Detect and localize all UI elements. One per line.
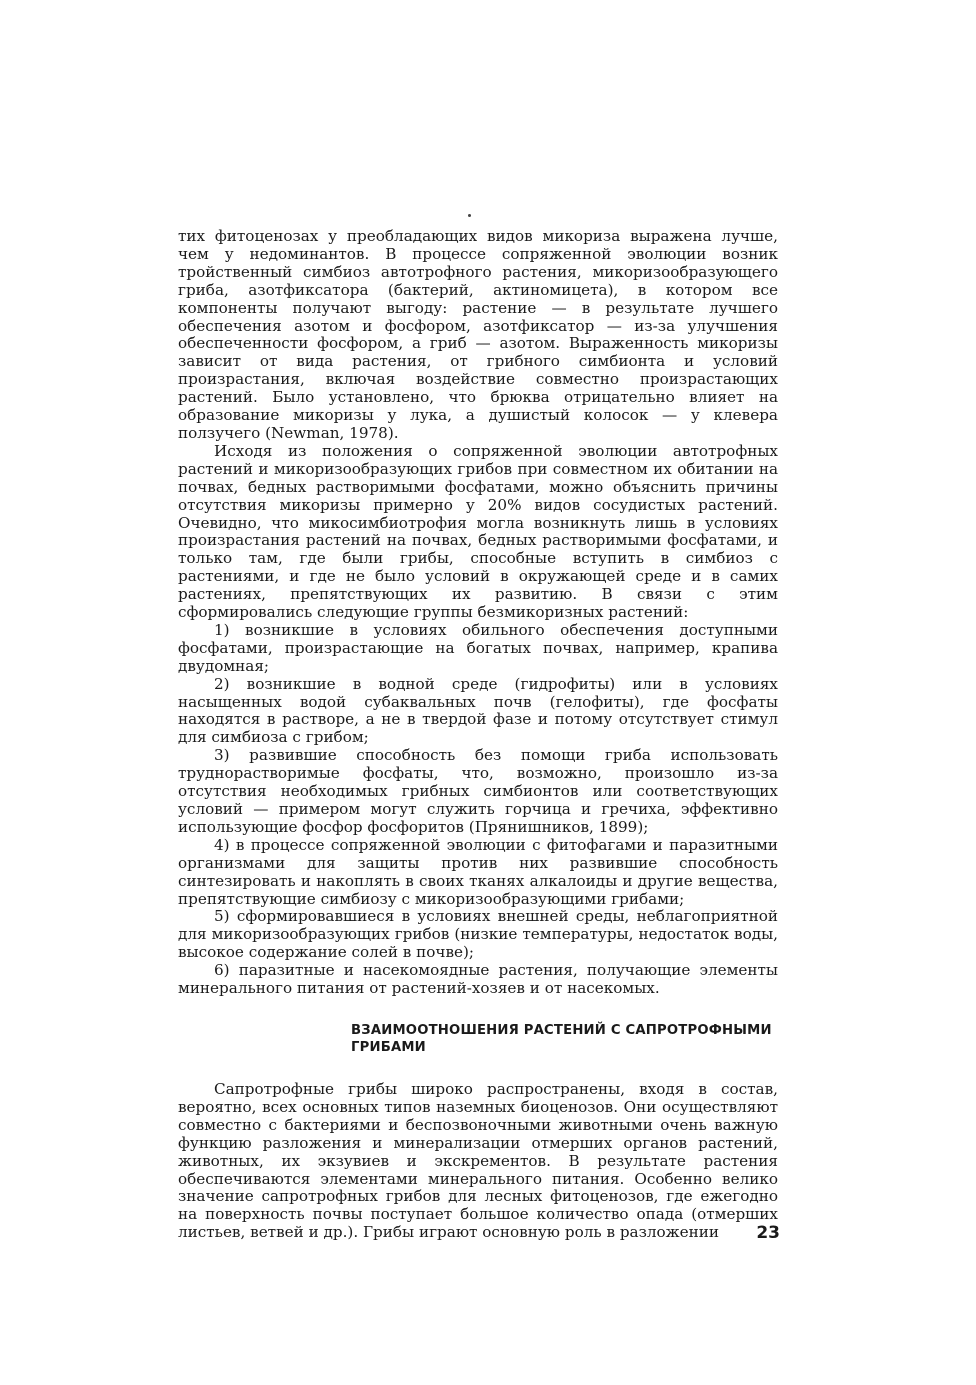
list-item: 5) сформировавшиеся в условиях внешней среды, неблагоприятной для микоризообразующих грибов (низкие температуры, недостаток воды, высокое содержание солей в почве); (178, 907, 778, 962)
list-item: 2) возникшие в водной среде (гидрофиты) или в условиях насыщенных водой субаквальных почв (гелофиты), где фосфаты находятся в растворе, а не в твердой фазе и потому отсутствует стимул для симбиоза с грибом; (178, 674, 778, 747)
section-body (178, 1081, 778, 1242)
paragraph-evolution: Исходя из положения о сопряженной эволюции автотрофных растений и микоризообразующих грибов при совместном их обитании на почвах, бедных растворимыми фосфатами, можно объяснить причины отсутствия микоризы примерно у 20% видов сосудистых растений. Очевидно, что микосимбиотрофия могла возникнуть лишь в условиях произрастания растений на почвах, бедных растворимыми фосфатами, и только там, где были грибы, способные вступить в симбиоз с растениями, и где не было условий в окружающей среде и в самих растениях, препятствующих их развитию. В связи с этим сформировались следующие группы безмикоризных растений: (178, 441, 778, 622)
paragraph-saprotrophs: Сапротрофные грибы широко распространены, входя в состав, вероятно, всех основных типов наземных биоценозов. Они осуществляют совместно с бактериями и беспозвоночными животными очень важную функцию разложения и минерализации отмерших органов растений, животных, их экзувиев и экскрементов. В результате растения обеспечиваются элементами минерального питания. Особенно велико значение сапротрофных грибов для лесных фитоценозов, где ежегодно на поверхность почвы поступает большое количество опада (отмерших листьев, ветвей и др.). Грибы играют основную роль в разложении (178, 1079, 778, 1242)
list-item: 6) паразитные и насекомоядные растения, получающие элементы минерального питания от растений-хозяев и от насекомых. (178, 961, 778, 998)
page-number: 23 (756, 1223, 780, 1243)
plant-groups-list (178, 622, 778, 998)
list-item: 1) возникшие в условиях обильного обеспечения доступными фосфатами, произрастающие на богатых почвах, например, крапива двудомная; (178, 620, 778, 675)
scan-speck (468, 214, 471, 217)
paragraph-continuation: тих фитоценозах у преобладающих видов микориза выражена лучше, чем у недоминантов. В процессе сопряженной эволюции возник тройственный симбиоз автотрофного растения, микоризообразующего гриба, азотфиксатора (бактерий, актиномицета), в котором все компоненты получают выгоду: растение — в результате лучшего обеспечения азотом и фосфором, азотфиксатор — из-за улучшения обеспеченности фосфором, а гриб — азотом. Выраженность микоризы зависит от вида растения, от грибного симбионта и условий произрастания, включая воздействие совместно произрастающих растений. Было установлено, что брюква отрицательно влияет на образование микоризы у лука, а душистый колосок — у клевера ползучего (Newman, 1978). (178, 227, 778, 442)
page-body (178, 228, 778, 1242)
section-heading: ВЗАИМООТНОШЕНИЯ РАСТЕНИЙ С САПРОТРОФНЫМИ ГРИБАМИ (351, 1022, 772, 1056)
list-item: 4) в процессе сопряженной эволюции с фитофагами и паразитными организмами для защиты против них развившие способность синтезировать и накоплять в своих тканях алкалоиды и другие вещества, препятствующие симбиозу с микоризообразующими грибами; (178, 835, 778, 908)
list-item: 3) развившие способность без помощи гриба использовать труднорастворимые фосфаты, что, возможно, произошло из-за отсутствия необходимых грибных симбионтов или соответствующих условий — примером могут служить горчица и гречиха, эффективно использующие фосфор фосфоритов (Прянишников, 1899); (178, 746, 778, 836)
